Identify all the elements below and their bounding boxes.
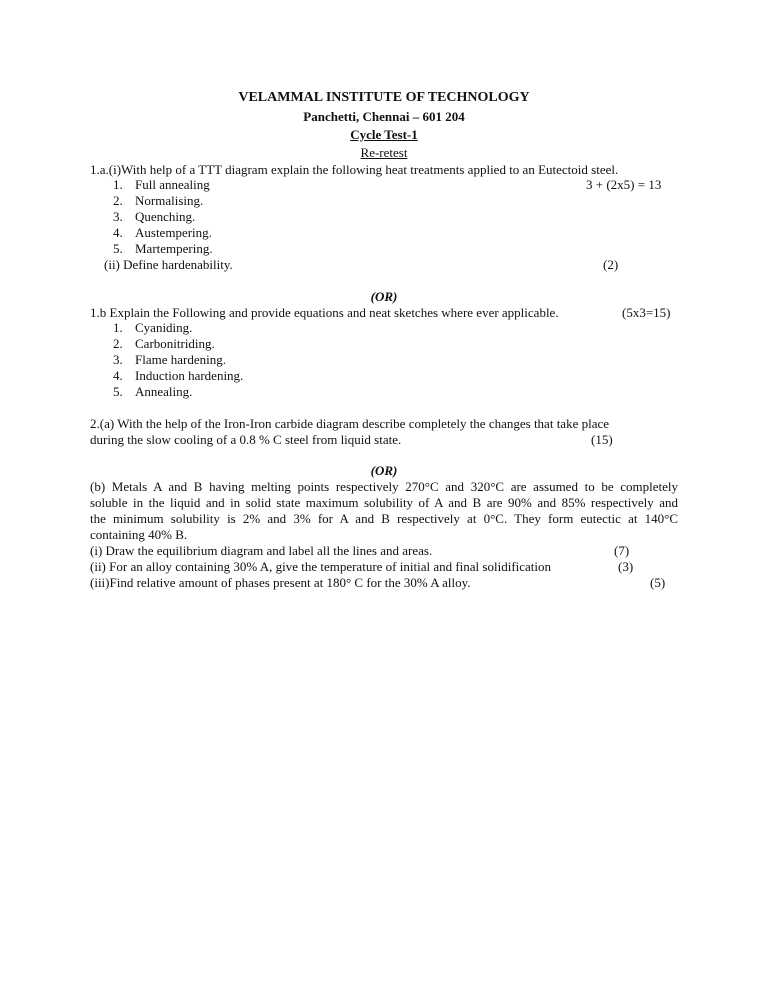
q2b-line: soluble in the liquid and in solid state maximum solubility of A and B are 90% and 85% respectively and: [90, 495, 678, 510]
q1a-text: 1.a.(i)With help of a TTT diagram explain the following heat treatments applied to an Eutectoid steel.: [90, 162, 619, 177]
list-item: 5. Annealing.: [113, 384, 193, 399]
q1b-marks: (5x3=15): [622, 305, 671, 320]
q1b-text: 1.b Explain the Following and provide equations and neat sketches where ever applicable.: [90, 305, 559, 320]
list-item: 5. Martempering.: [113, 241, 213, 256]
q1a-sub-ii-marks: (2): [603, 257, 619, 272]
list-item: 4. Induction hardening.: [113, 368, 244, 383]
q2b-part-iii: (iii)Find relative amount of phases present at 180° C for the 30% A alloy.: [90, 575, 471, 590]
q2a-line2: during the slow cooling of a 0.8 % C steel from liquid state.: [90, 432, 402, 447]
institute-name: VELAMMAL INSTITUTE OF TECHNOLOGY: [238, 90, 530, 105]
q2b-part-iii-marks: (5): [650, 575, 666, 590]
list-item: 2. Normalising.: [113, 193, 204, 208]
q2b-part-ii: (ii) For an alloy containing 30% A, give the temperature of initial and final solidification: [90, 559, 552, 574]
q2b-line: the minimum solubility is 2% and 3% for A and B respectively at 0°C. They form eutectic at 140°C: [90, 511, 678, 526]
q2a-marks: (15): [591, 432, 613, 447]
q2b-part-i: (i) Draw the equilibrium diagram and label all the lines and areas.: [90, 543, 433, 558]
q2b-part-ii-marks: (3): [618, 559, 634, 574]
institute-address: Panchetti, Chennai – 601 204: [303, 109, 465, 124]
test-title: Cycle Test-1: [350, 127, 418, 142]
list-item: 1. Cyaniding.: [113, 320, 193, 335]
or-divider: (OR): [370, 289, 398, 304]
list-item: 1. Full annealing: [113, 177, 210, 192]
q2a-line1: 2.(a) With the help of the Iron-Iron carbide diagram describe completely the changes that take place: [90, 416, 610, 431]
q2b-line: (b) Metals A and B having melting points respectively 270°C and 320°C are assumed to be completely: [90, 479, 678, 494]
q1a-marks: 3 + (2x5) = 13: [586, 177, 662, 192]
list-item: 3. Flame hardening.: [113, 352, 226, 367]
list-item: 3. Quenching.: [113, 209, 196, 224]
list-item: 2. Carbonitriding.: [113, 336, 215, 351]
retest-label: Re-retest: [360, 145, 408, 160]
list-item: 4. Austempering.: [113, 225, 212, 240]
or-divider: (OR): [370, 463, 398, 478]
q2b-last-line: containing 40% B.: [90, 527, 188, 542]
q2b-part-i-marks: (7): [614, 543, 630, 558]
q1a-sub-ii: (ii) Define hardenability.: [104, 257, 233, 272]
